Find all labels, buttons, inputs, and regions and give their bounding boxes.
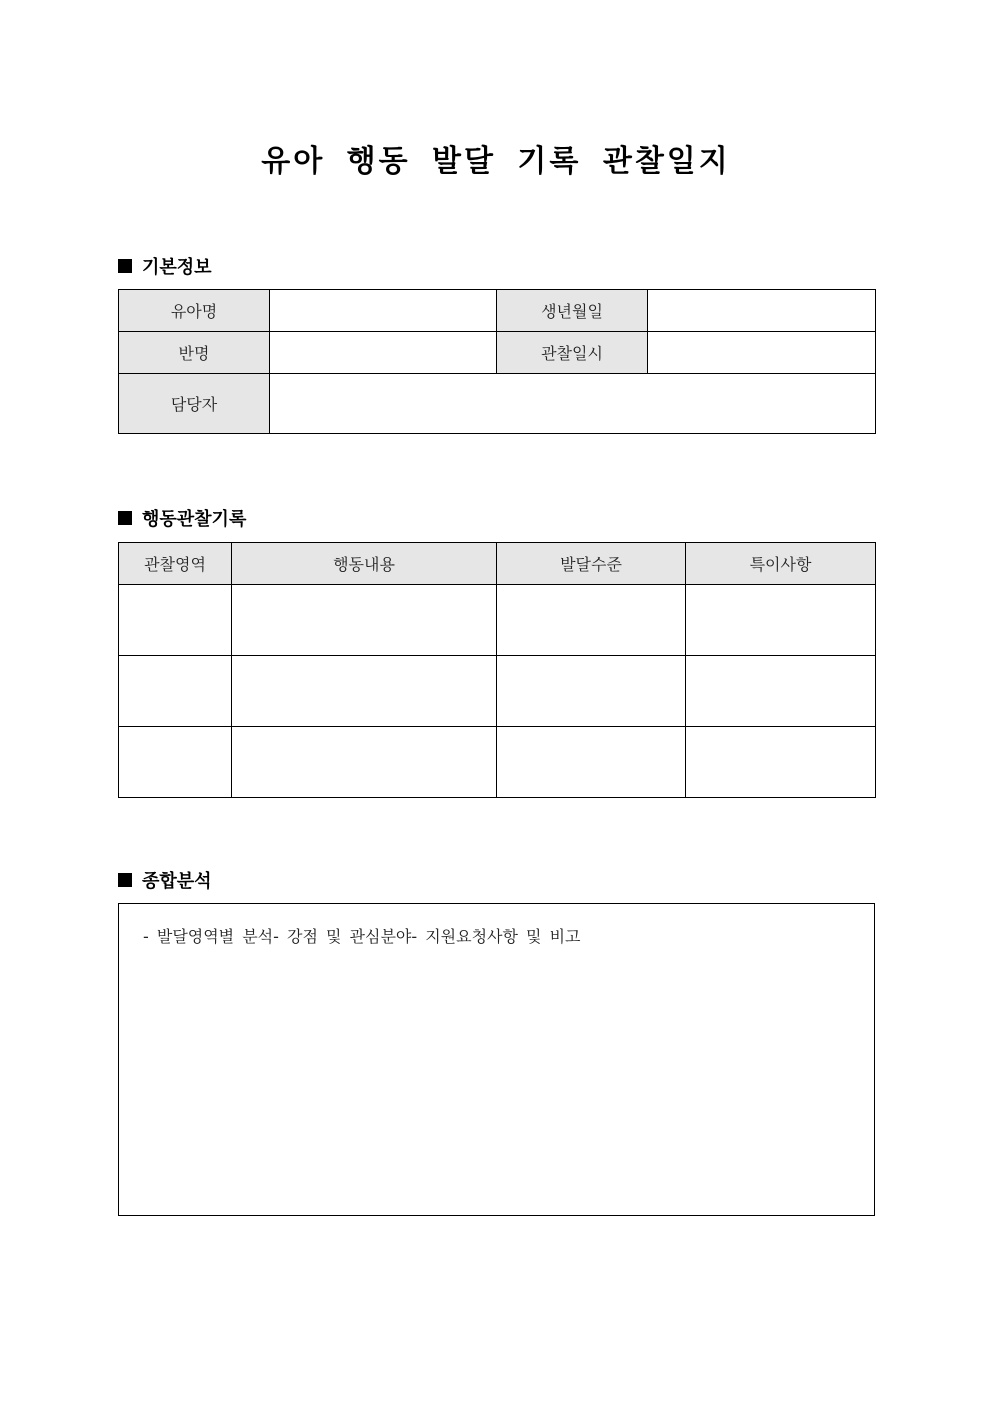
class-name-field[interactable] (270, 332, 497, 374)
column-header-area: 관찰영역 (119, 543, 232, 585)
child-name-label: 유아명 (119, 290, 270, 332)
observation-area-cell[interactable] (119, 727, 232, 798)
observation-datetime-field[interactable] (648, 332, 876, 374)
summary-text-area[interactable] (118, 903, 875, 1216)
section-heading-label: 행동관찰기록 (142, 509, 247, 530)
section-heading-summary (118, 867, 212, 893)
teacher-label: 담당자 (119, 374, 270, 434)
table-row (119, 656, 876, 727)
section-heading-observation (118, 505, 246, 531)
special-notes-cell[interactable] (686, 656, 876, 727)
table-row (119, 374, 876, 434)
observation-table (118, 542, 876, 798)
section-heading-label: 기본정보 (142, 257, 212, 278)
observation-area-cell[interactable] (119, 656, 232, 727)
development-level-cell[interactable] (497, 656, 686, 727)
child-name-field[interactable] (270, 290, 497, 332)
behavior-content-cell[interactable] (232, 585, 497, 656)
section-heading-label: 종합분석 (142, 871, 212, 892)
square-bullet-icon (118, 873, 132, 887)
column-header-behavior: 행동내용 (232, 543, 497, 585)
column-header-notes: 특이사항 (686, 543, 876, 585)
observation-datetime-label: 관찰일시 (497, 332, 648, 374)
teacher-field[interactable] (270, 374, 876, 434)
development-level-cell[interactable] (497, 585, 686, 656)
table-row (119, 585, 876, 656)
birth-date-label: 생년월일 (497, 290, 648, 332)
section-heading-basic-info (118, 253, 212, 279)
table-row (119, 290, 876, 332)
summary-text: - 발달영역별 분석- 강점 및 관심분야- 지원요청사항 및 비고 (143, 927, 581, 946)
class-name-label: 반명 (119, 332, 270, 374)
table-row (119, 727, 876, 798)
observation-area-cell[interactable] (119, 585, 232, 656)
table-header-row (119, 543, 876, 585)
column-header-level: 발달수준 (497, 543, 686, 585)
page-title: 유아 행동 발달 기록 관찰일지 (261, 144, 731, 179)
table-row (119, 332, 876, 374)
birth-date-field[interactable] (648, 290, 876, 332)
special-notes-cell[interactable] (686, 585, 876, 656)
development-level-cell[interactable] (497, 727, 686, 798)
behavior-content-cell[interactable] (232, 727, 497, 798)
behavior-content-cell[interactable] (232, 656, 497, 727)
square-bullet-icon (118, 259, 132, 273)
square-bullet-icon (118, 511, 132, 525)
basic-info-table (118, 289, 876, 434)
special-notes-cell[interactable] (686, 727, 876, 798)
